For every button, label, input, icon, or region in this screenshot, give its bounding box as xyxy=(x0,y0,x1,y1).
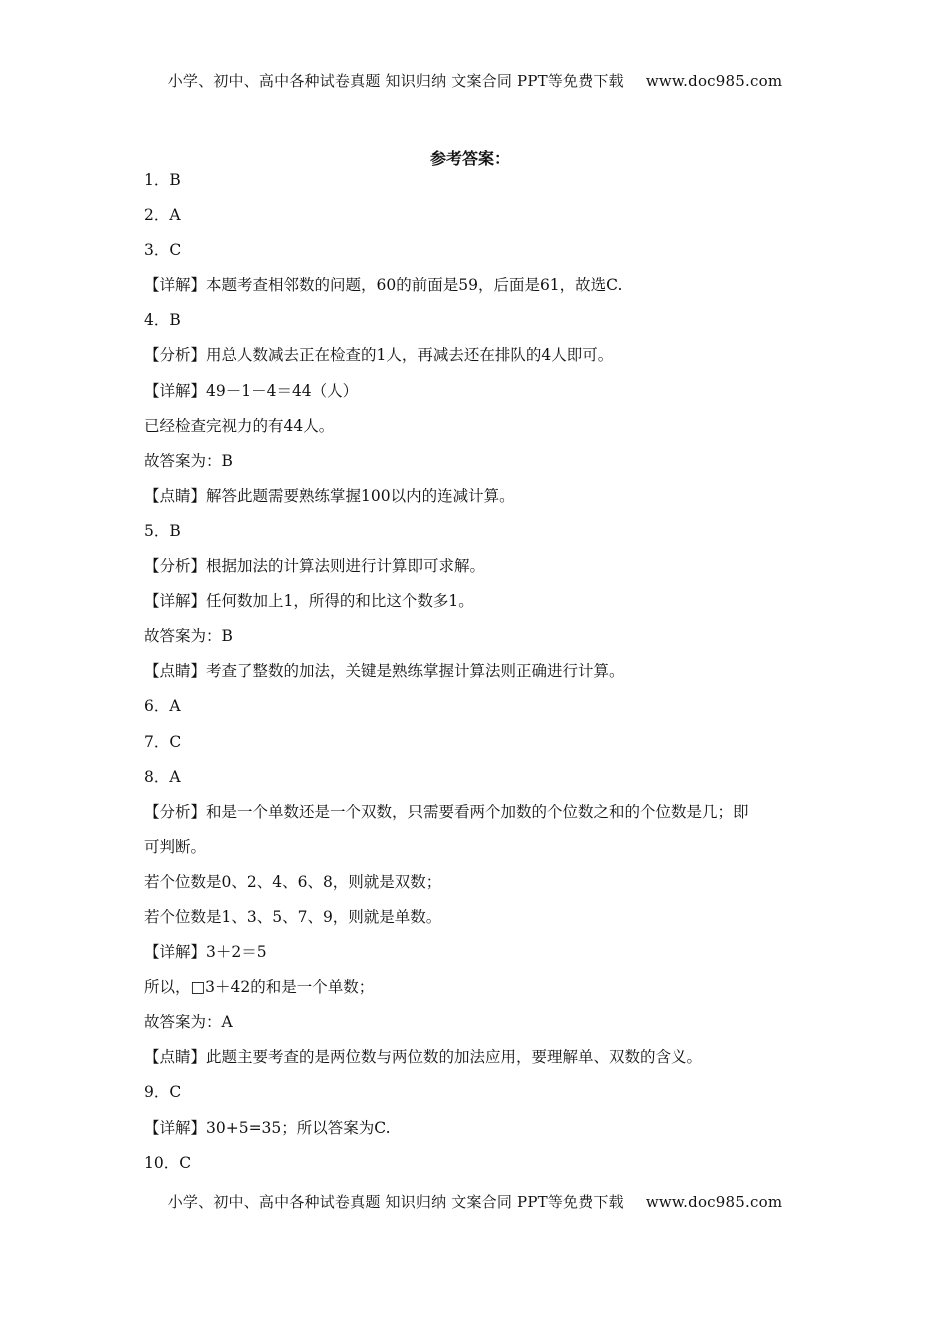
answer-line: 可判断。 xyxy=(144,837,207,856)
answer-line: 4．B xyxy=(144,311,181,330)
answer-line: 2．A xyxy=(144,206,181,225)
answer-line: 故答案为：B xyxy=(144,451,233,470)
answer-line: 所以，□3＋42的和是一个单数； xyxy=(144,978,375,997)
page-footer xyxy=(0,1191,950,1212)
page-header xyxy=(0,70,950,91)
answer-line: 10．C xyxy=(144,1153,192,1172)
answer-list xyxy=(144,163,804,1181)
answer-line: 6．A xyxy=(144,697,181,716)
answer-line: 已经检查完视力的有44人。 xyxy=(144,416,335,435)
footer-url: www.doc985.com xyxy=(645,1193,783,1211)
answer-line: 9．C xyxy=(144,1083,182,1102)
answer-line: 1．B xyxy=(144,171,181,189)
answer-line: 【详解】任何数加上1，所得的和比这个数多1。 xyxy=(144,592,474,611)
header-text: 小学、初中、高中各种试卷真题 知识归纳 文案合同 PPT等免费下载 xyxy=(167,72,624,90)
answer-line: 故答案为：B xyxy=(144,627,233,646)
page-title: 参考答案： xyxy=(429,149,510,168)
answer-line: 5．B xyxy=(144,521,181,540)
answer-line: 【分析】根据加法的计算法则进行计算即可求解。 xyxy=(144,557,486,576)
footer-text: 小学、初中、高中各种试卷真题 知识归纳 文案合同 PPT等免费下载 xyxy=(167,1193,624,1211)
answer-line: 8．A xyxy=(144,767,181,786)
answer-line: 【点睛】解答此题需要熟练掌握100以内的连减计算。 xyxy=(144,486,515,505)
answer-line: 【详解】49－1－4＝44（人） xyxy=(144,381,359,400)
answer-line: 7．C xyxy=(144,732,182,751)
answer-line: 【详解】本题考查相邻数的问题，60的前面是59，后面是61，故选C. xyxy=(144,276,623,295)
answer-line: 【详解】3＋2＝5 xyxy=(144,943,267,962)
answer-line: 故答案为：A xyxy=(144,1013,233,1032)
answer-line: 【点睛】考查了整数的加法，关键是熟练掌握计算法则正确进行计算。 xyxy=(144,662,625,681)
answer-line: 【分析】用总人数减去正在检查的1人，再减去还在排队的4人即可。 xyxy=(144,346,614,365)
answer-line: 若个位数是1、3、5、7、9，则就是单数。 xyxy=(144,907,442,926)
answer-line: 若个位数是0、2、4、6、8，则就是双数； xyxy=(144,872,442,891)
header-url: www.doc985.com xyxy=(645,72,783,90)
answer-line: 3．C xyxy=(144,241,182,260)
answer-line: 【分析】和是一个单数还是一个双数，只需要看两个加数的个位数之和的个位数是几；即 xyxy=(144,802,749,821)
answer-line: 【点睛】此题主要考查的是两位数与两位数的加法应用，要理解单、双数的含义。 xyxy=(144,1048,703,1067)
answer-line: 【详解】30+5=35；所以答案为C. xyxy=(144,1118,391,1137)
